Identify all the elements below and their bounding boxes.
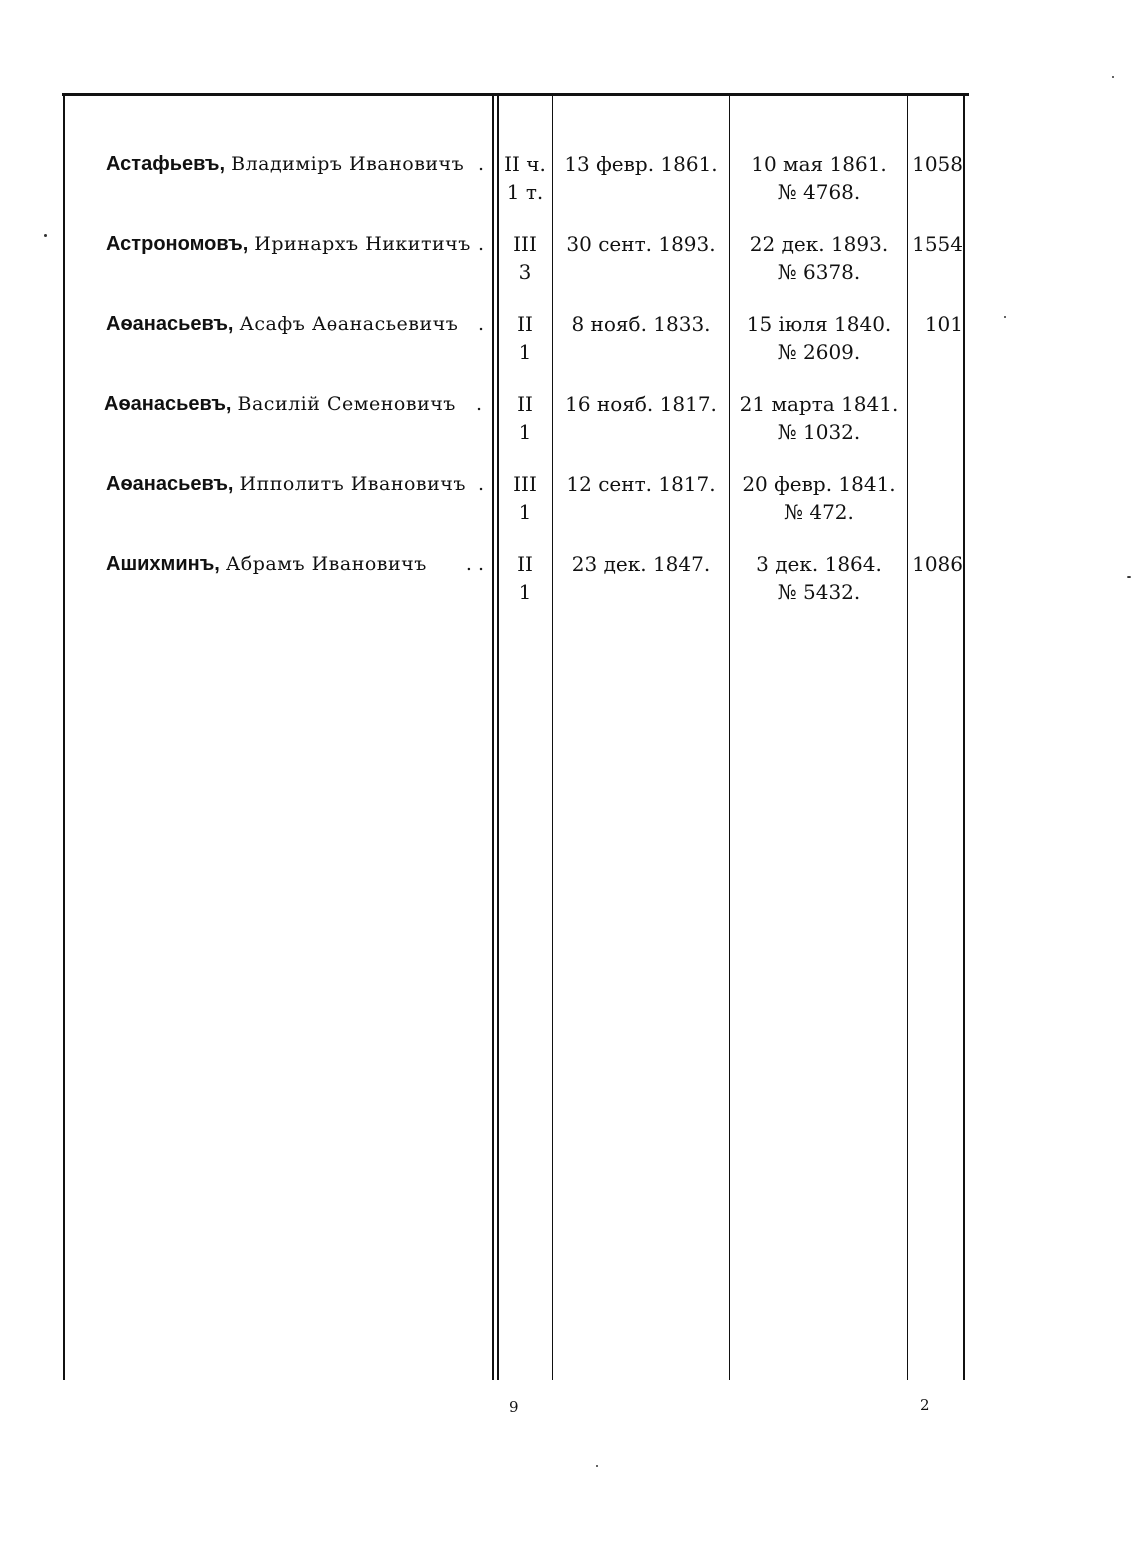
part-line-2: 3 (518, 260, 532, 284)
certificate-date: 22 дек. 1893. (749, 232, 889, 256)
person-name (106, 150, 484, 178)
certificate-cell (733, 470, 905, 526)
column-rule-certificate (729, 96, 730, 1380)
part-cell (498, 390, 552, 446)
certificate-date: 10 мая 1861. (751, 152, 887, 176)
person-name (106, 470, 484, 498)
leader-dots: . (475, 393, 482, 415)
surname: Астрономовъ, (106, 233, 249, 255)
certificate-number: № 2609. (777, 340, 861, 364)
certificate-cell (733, 550, 905, 606)
given-names: Абрамъ Ивановичъ (225, 553, 427, 575)
certificate-number: № 4768. (777, 180, 861, 204)
signature-mark-right: 2 (920, 1396, 930, 1414)
part-cell (498, 310, 552, 366)
surname: Аѳанасьевъ, (104, 393, 232, 415)
column-rule-number (907, 96, 908, 1380)
certificate-date: 3 дек. 1864. (756, 552, 882, 576)
part-cell (498, 550, 552, 606)
scan-speck (1127, 576, 1131, 578)
column-rule-entry (552, 96, 553, 1380)
certificate-number: № 5432. (777, 580, 861, 604)
part-line-1: III (513, 472, 537, 496)
part-line-2: 1 (518, 420, 532, 444)
table-left-rule (63, 96, 65, 1380)
leader-dots: . (477, 313, 484, 335)
surname: Астафьевъ, (106, 153, 226, 175)
column-double-rule-a (492, 96, 494, 1380)
entry-date: 30 сент. 1893. (566, 232, 716, 256)
certificate-date: 21 марта 1841. (739, 392, 899, 416)
part-line-2: 1 (518, 500, 532, 524)
part-line-2: 1 т. (506, 180, 544, 204)
scan-speck (44, 234, 47, 237)
table-right-rule (963, 96, 965, 1380)
entry-date: 23 дек. 1847. (571, 552, 711, 576)
part-line-1: II (517, 552, 533, 576)
part-cell (498, 230, 552, 286)
part-cell (498, 470, 552, 526)
part-line-1: II (517, 392, 533, 416)
person-name (106, 550, 484, 578)
leader-dots: . . (465, 553, 484, 575)
leader-dots: . (477, 153, 484, 175)
certificate-number: № 6378. (777, 260, 861, 284)
person-name (106, 310, 484, 338)
surname: Ашихминъ, (106, 553, 220, 575)
scan-speck (1112, 76, 1114, 78)
record-number: 1554 (912, 232, 963, 256)
certificate-cell (733, 310, 905, 366)
certificate-date: 20 февр. 1841. (742, 472, 896, 496)
record-number: 101 (924, 312, 963, 336)
record-number: 1086 (912, 552, 963, 576)
person-name (104, 390, 482, 418)
part-line-2: 1 (518, 340, 532, 364)
scan-speck (596, 1465, 598, 1467)
part-cell (498, 150, 552, 206)
given-names: Ипполитъ Ивановичъ (239, 473, 466, 495)
entry-date: 8 нояб. 1833. (571, 312, 711, 336)
entry-date: 16 нояб. 1817. (565, 392, 717, 416)
record-number: 1058 (912, 152, 963, 176)
entry-date: 12 сент. 1817. (566, 472, 716, 496)
given-names: Василій Семеновичъ (237, 393, 456, 415)
scan-speck (1004, 316, 1006, 318)
certificate-number: № 472. (784, 500, 854, 524)
certificate-number: № 1032. (777, 420, 861, 444)
given-names: Асафъ Аѳанасьевичъ (239, 313, 459, 335)
given-names: Владиміръ Ивановичъ (231, 153, 465, 175)
certificate-cell (733, 150, 905, 206)
part-line-1: II ч. (504, 152, 546, 176)
surname: Аѳанасьевъ, (106, 473, 234, 495)
certificate-cell (733, 230, 905, 286)
part-line-2: 1 (518, 580, 532, 604)
signature-mark-left: 9 (509, 1398, 519, 1416)
certificate-date: 15 іюля 1840. (746, 312, 892, 336)
column-double-rule-b (497, 96, 499, 1380)
entry-date: 13 февр. 1861. (564, 152, 718, 176)
certificate-cell (733, 390, 905, 446)
surname: Аѳанасьевъ, (106, 313, 234, 335)
leader-dots: . (477, 473, 484, 495)
given-names: Иринархъ Никитичъ (254, 233, 471, 255)
part-line-1: II (517, 312, 533, 336)
person-name (106, 230, 484, 258)
part-line-1: III (513, 232, 537, 256)
table-top-rule (62, 93, 969, 96)
leader-dots: . (477, 233, 484, 255)
